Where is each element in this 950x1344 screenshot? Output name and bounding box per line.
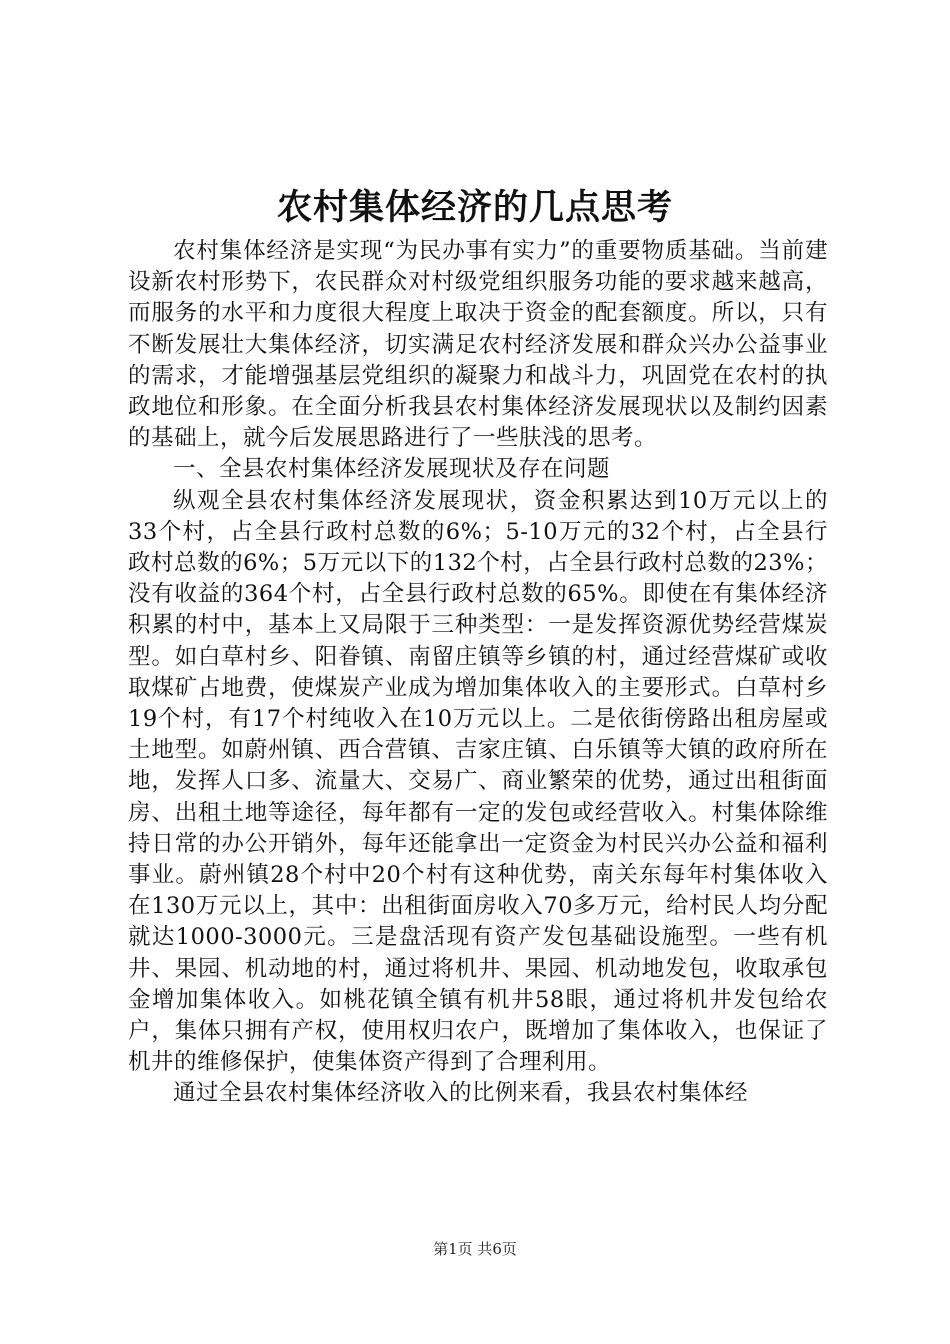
document-body	[128, 236, 828, 1110]
paragraph-intro: 农村集体经济是实现“为民办事有实力”的重要物质基础。当前建设新农村形势下，农民群众对村级党组织服务功能的要求越来越高，而服务的水平和力度很大程度上取决于资金的配套额度。所以，只有不断发展壮大集体经济，切实满足农村经济发展和群众兴办公益事业的需求，才能增强基层党组织的凝聚力和战斗力，巩固党在农村的执政地位和形象。在全面分析我县农村集体经济发展现状以及制约因素的基础上，就今后发展思路进行了一些肤浅的思考。	[128, 238, 828, 452]
page-footer: 第1页 共6页	[433, 1240, 517, 1258]
document-title: 农村集体经济的几点思考	[276, 188, 673, 228]
section-heading: 一、全县农村集体经济发展现状及存在问题	[173, 456, 611, 483]
paragraph-continuation: 通过全县农村集体经济收入的比例来看，我县农村集体经	[173, 1080, 749, 1107]
paragraph-status: 纵观全县农村集体经济发展现状，资金积累达到10万元以上的33个村，占全县行政村总数的6%；5-10万元的32个村，占全县行政村总数的6%；5万元以下的132个村，占全县行政村总数的23%；没有收益的364个村，占全县行政村总数的65%。即使在有集体经济积累的村中，基本上又局限于三种类型：一是发挥资源优势经营煤炭型。如白草村乡、阳眷镇、南留庄镇等乡镇的村，通过经营煤矿或收取煤矿占地费，使煤炭产业成为增加集体收入的主要形式。白草村乡19个村，有17个村纯收入在10万元以上。二是依街傍路出租房屋或土地型。如蔚州镇、西合营镇、吉家庄镇、白乐镇等大镇的政府所在地，发挥人口多、流量大、交易广、商业繁荣的优势，通过出租街面房、出租土地等途径，每年都有一定的发包或经营收入。村集体除维持日常的办公开销外，每年还能拿出一定资金为村民兴办公益和福利事业。蔚州镇28个村中20个村有这种优势，南关东每年村集体收入在130万元以上，其中：出租街面房收入70多万元，给村民人均分配就达1000-3000元。三是盘活现有资产发包基础设施型。一些有机井、果园、机动地的村，通过将机井、果园、机动地发包，收取承包金增加集体收入。如桃花镇全镇有机井58眼，通过将机井发包给农户，集体只拥有产权，使用权归农户，既增加了集体收入，也保证了机井的维修保护，使集体资产得到了合理利用。	[128, 487, 828, 1076]
